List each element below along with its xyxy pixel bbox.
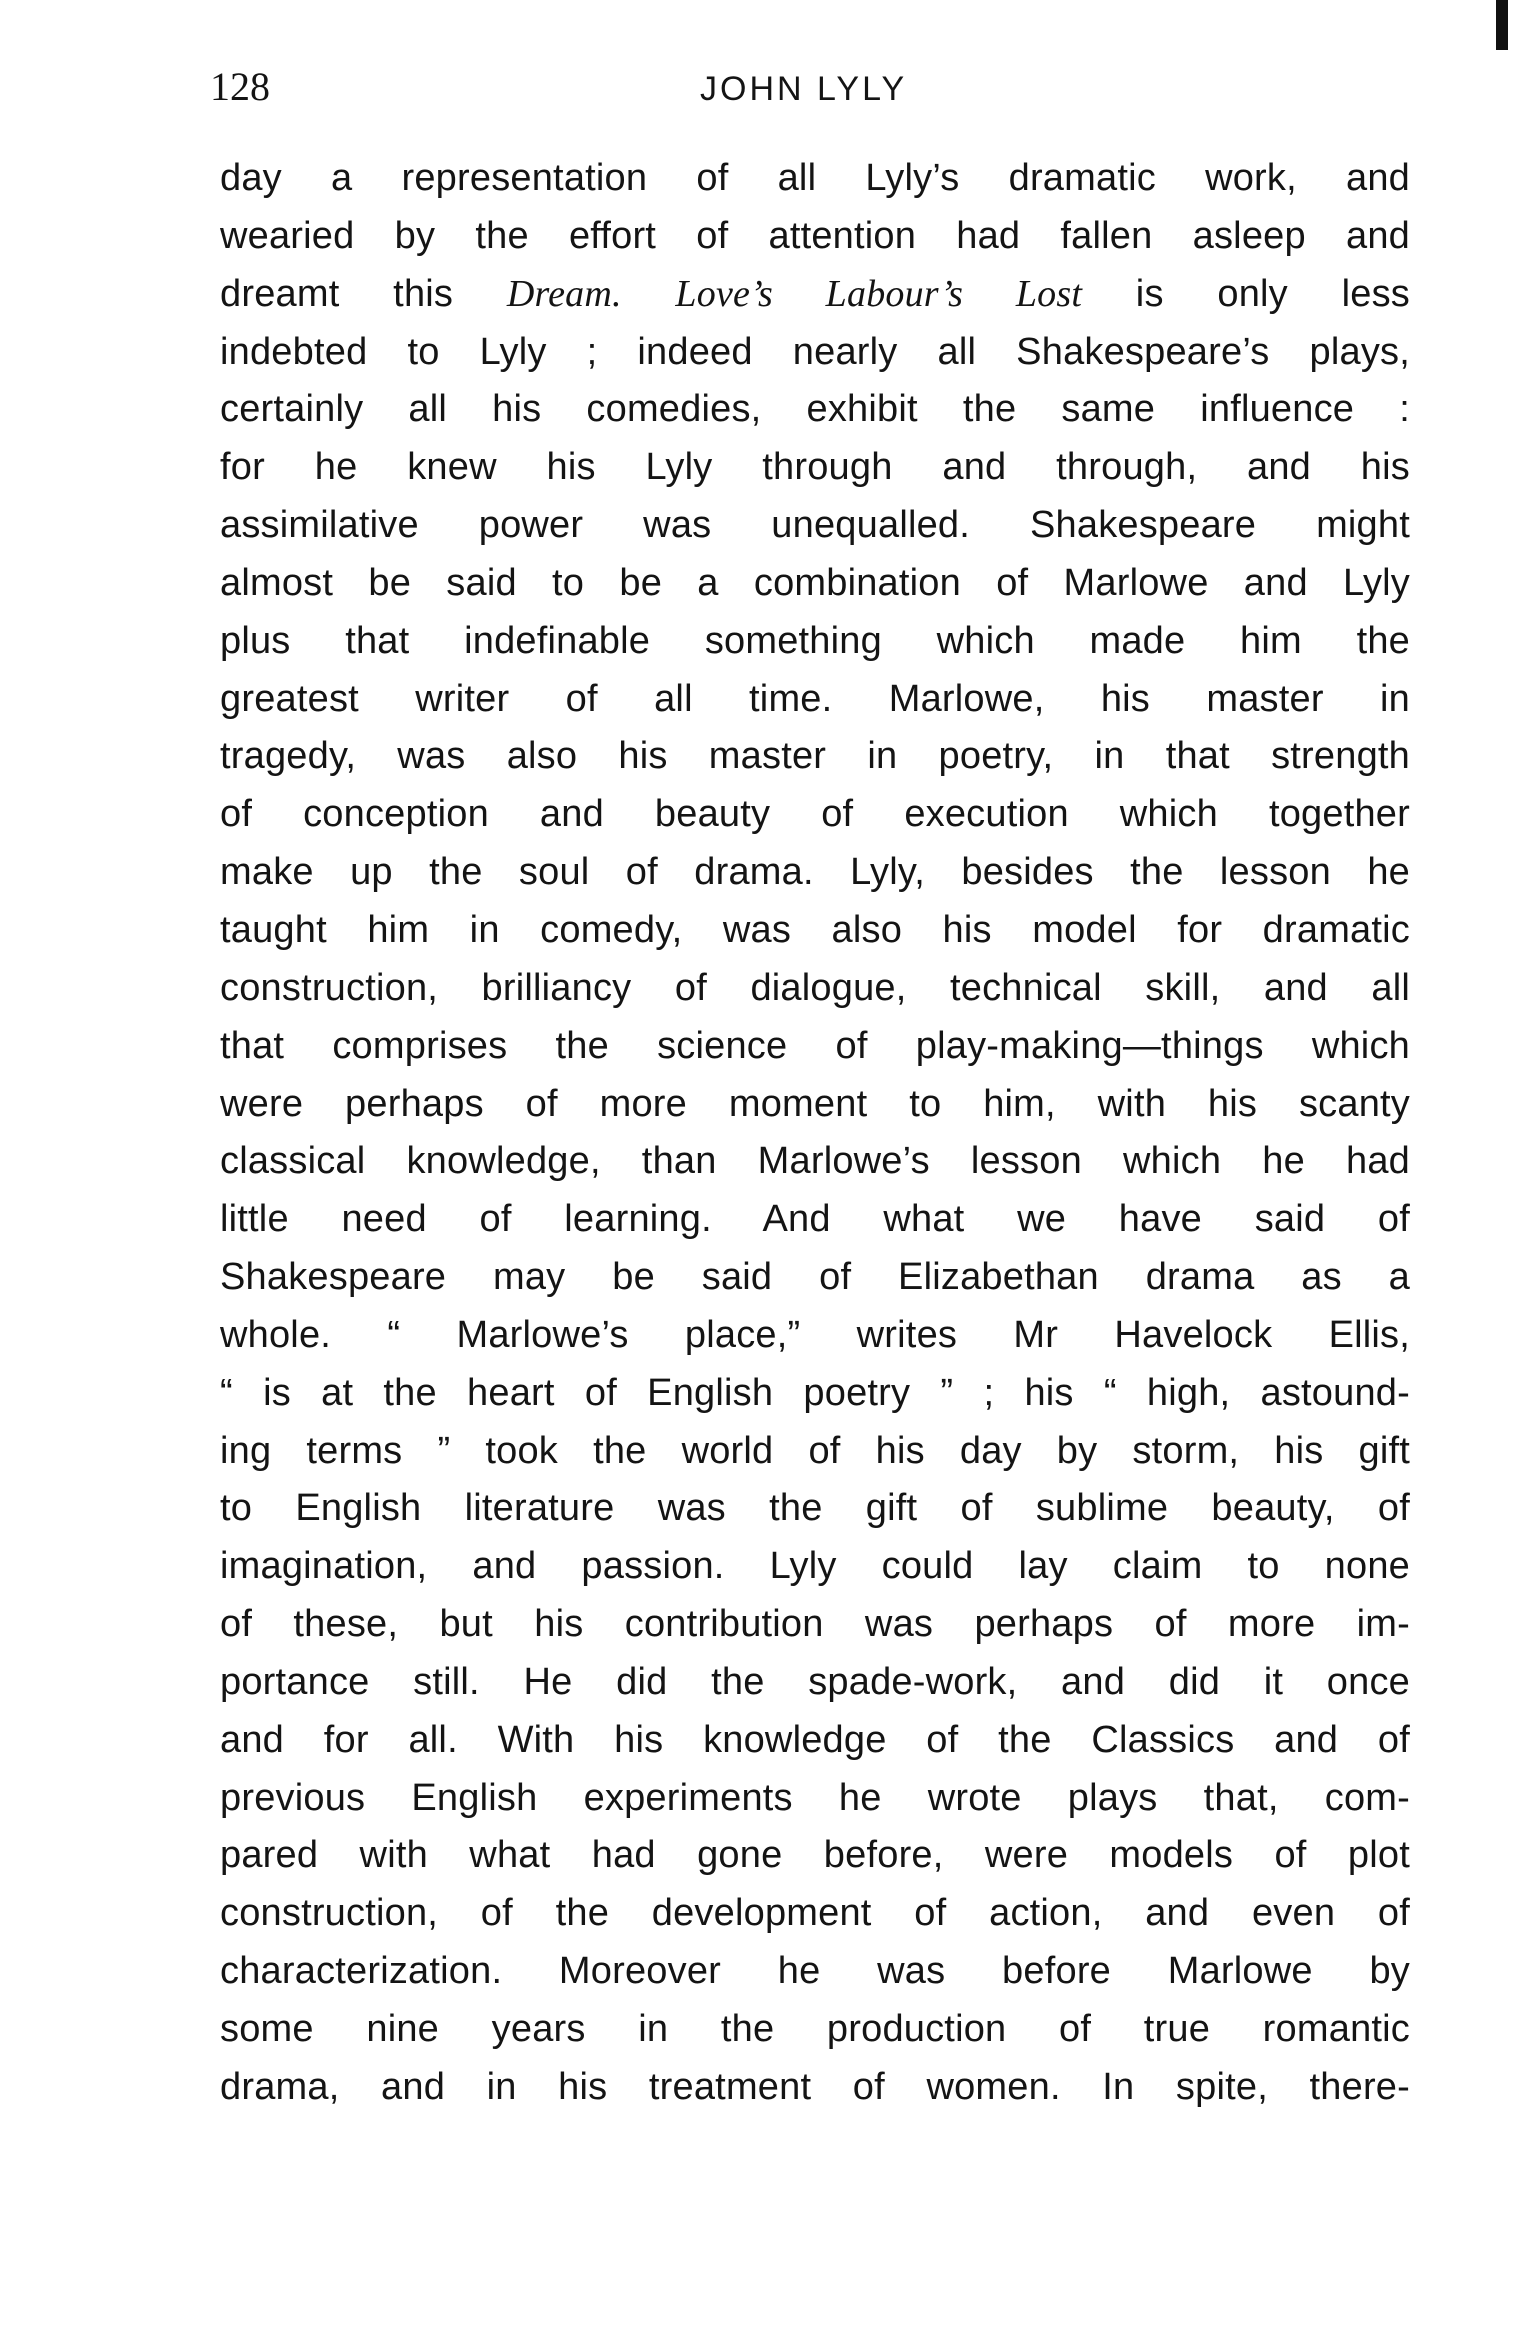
italic-title: Dream. — [506, 272, 622, 315]
text-line: pared with what had gone before, were models of plot — [220, 1834, 1410, 1877]
text-line: for he knew his Lyly through and through, and his — [220, 446, 1410, 489]
text-segment — [622, 273, 676, 315]
text-line: little need of learning. And what we have said of — [220, 1198, 1410, 1241]
text-line: “ is at the heart of English poetry ” ; his “ high, astound- — [220, 1371, 1410, 1414]
scan-edge-mark — [1496, 0, 1508, 50]
text-line: tragedy, was also his master in poetry, in that strength — [220, 735, 1410, 778]
text-line: assimilative power was unequalled. Shakespeare might — [220, 504, 1410, 547]
text-line: wearied by the effort of attention had fallen asleep and — [220, 214, 1410, 257]
text-line: taught him in comedy, was also his model for dramatic — [220, 908, 1410, 951]
text-line: construction, of the development of action, and even of — [220, 1892, 1410, 1935]
text-line: some nine years in the production of true romantic — [220, 2008, 1410, 2050]
text-line: construction, brilliancy of dialogue, technical skill, and all — [220, 966, 1410, 1009]
text-line: classical knowledge, than Marlowe’s lesson which he had — [220, 1140, 1410, 1183]
text-line: whole. “ Marlowe’s place,” writes Mr Havelock Ellis, — [220, 1313, 1410, 1356]
text-line: and for all. With his knowledge of the Classics and of — [220, 1718, 1410, 1761]
text-line: day a representation of all Lyly’s dramatic work, and — [220, 157, 1410, 199]
page-number: 128 — [210, 64, 270, 109]
text-line: indebted to Lyly ; indeed nearly all Shakespeare’s plays, — [220, 330, 1410, 373]
text-line: ing terms ” took the world of his day by storm, his gift — [220, 1429, 1410, 1472]
text-line: that comprises the science of play-making—things which — [220, 1024, 1410, 1067]
text-line: certainly all his comedies, exhibit the same influence : — [220, 388, 1410, 431]
text-line: plus that indefinable something which made him the — [220, 619, 1410, 662]
text-line: previous English experiments he wrote plays that, com- — [220, 1776, 1410, 1819]
italic-title: Love’s Labour’s Lost — [675, 272, 1083, 315]
text-line: were perhaps of more moment to him, with his scanty — [220, 1082, 1410, 1125]
text-line: of conception and beauty of execution which together — [220, 793, 1410, 836]
text-line: drama, and in his treatment of women. In spite, there- — [220, 2065, 1410, 2108]
text-segment: is only less — [1082, 272, 1410, 315]
body-text — [220, 150, 1410, 2117]
text-line: characterization. Moreover he was before Marlowe by — [220, 1950, 1410, 1993]
text-line: of these, but his contribution was perhaps of more im- — [220, 1603, 1410, 1646]
text-line: to English literature was the gift of sublime beauty, of — [220, 1487, 1410, 1530]
text-line: greatest writer of all time. Marlowe, his master in — [220, 677, 1410, 720]
text-line: make up the soul of drama. Lyly, besides the lesson he — [220, 851, 1410, 894]
text-line — [220, 266, 1410, 324]
text-line: portance still. He did the spade-work, and did it once — [220, 1660, 1410, 1703]
text-segment: dreamt this — [220, 272, 507, 315]
text-line: imagination, and passion. Lyly could lay claim to none — [220, 1545, 1410, 1588]
running-title: JOHN LYLY — [700, 70, 908, 108]
running-head — [210, 62, 1420, 122]
text-line: almost be said to be a combination of Marlowe and Lyly — [220, 561, 1410, 604]
text-line: Shakespeare may be said of Elizabethan drama as a — [220, 1256, 1410, 1299]
